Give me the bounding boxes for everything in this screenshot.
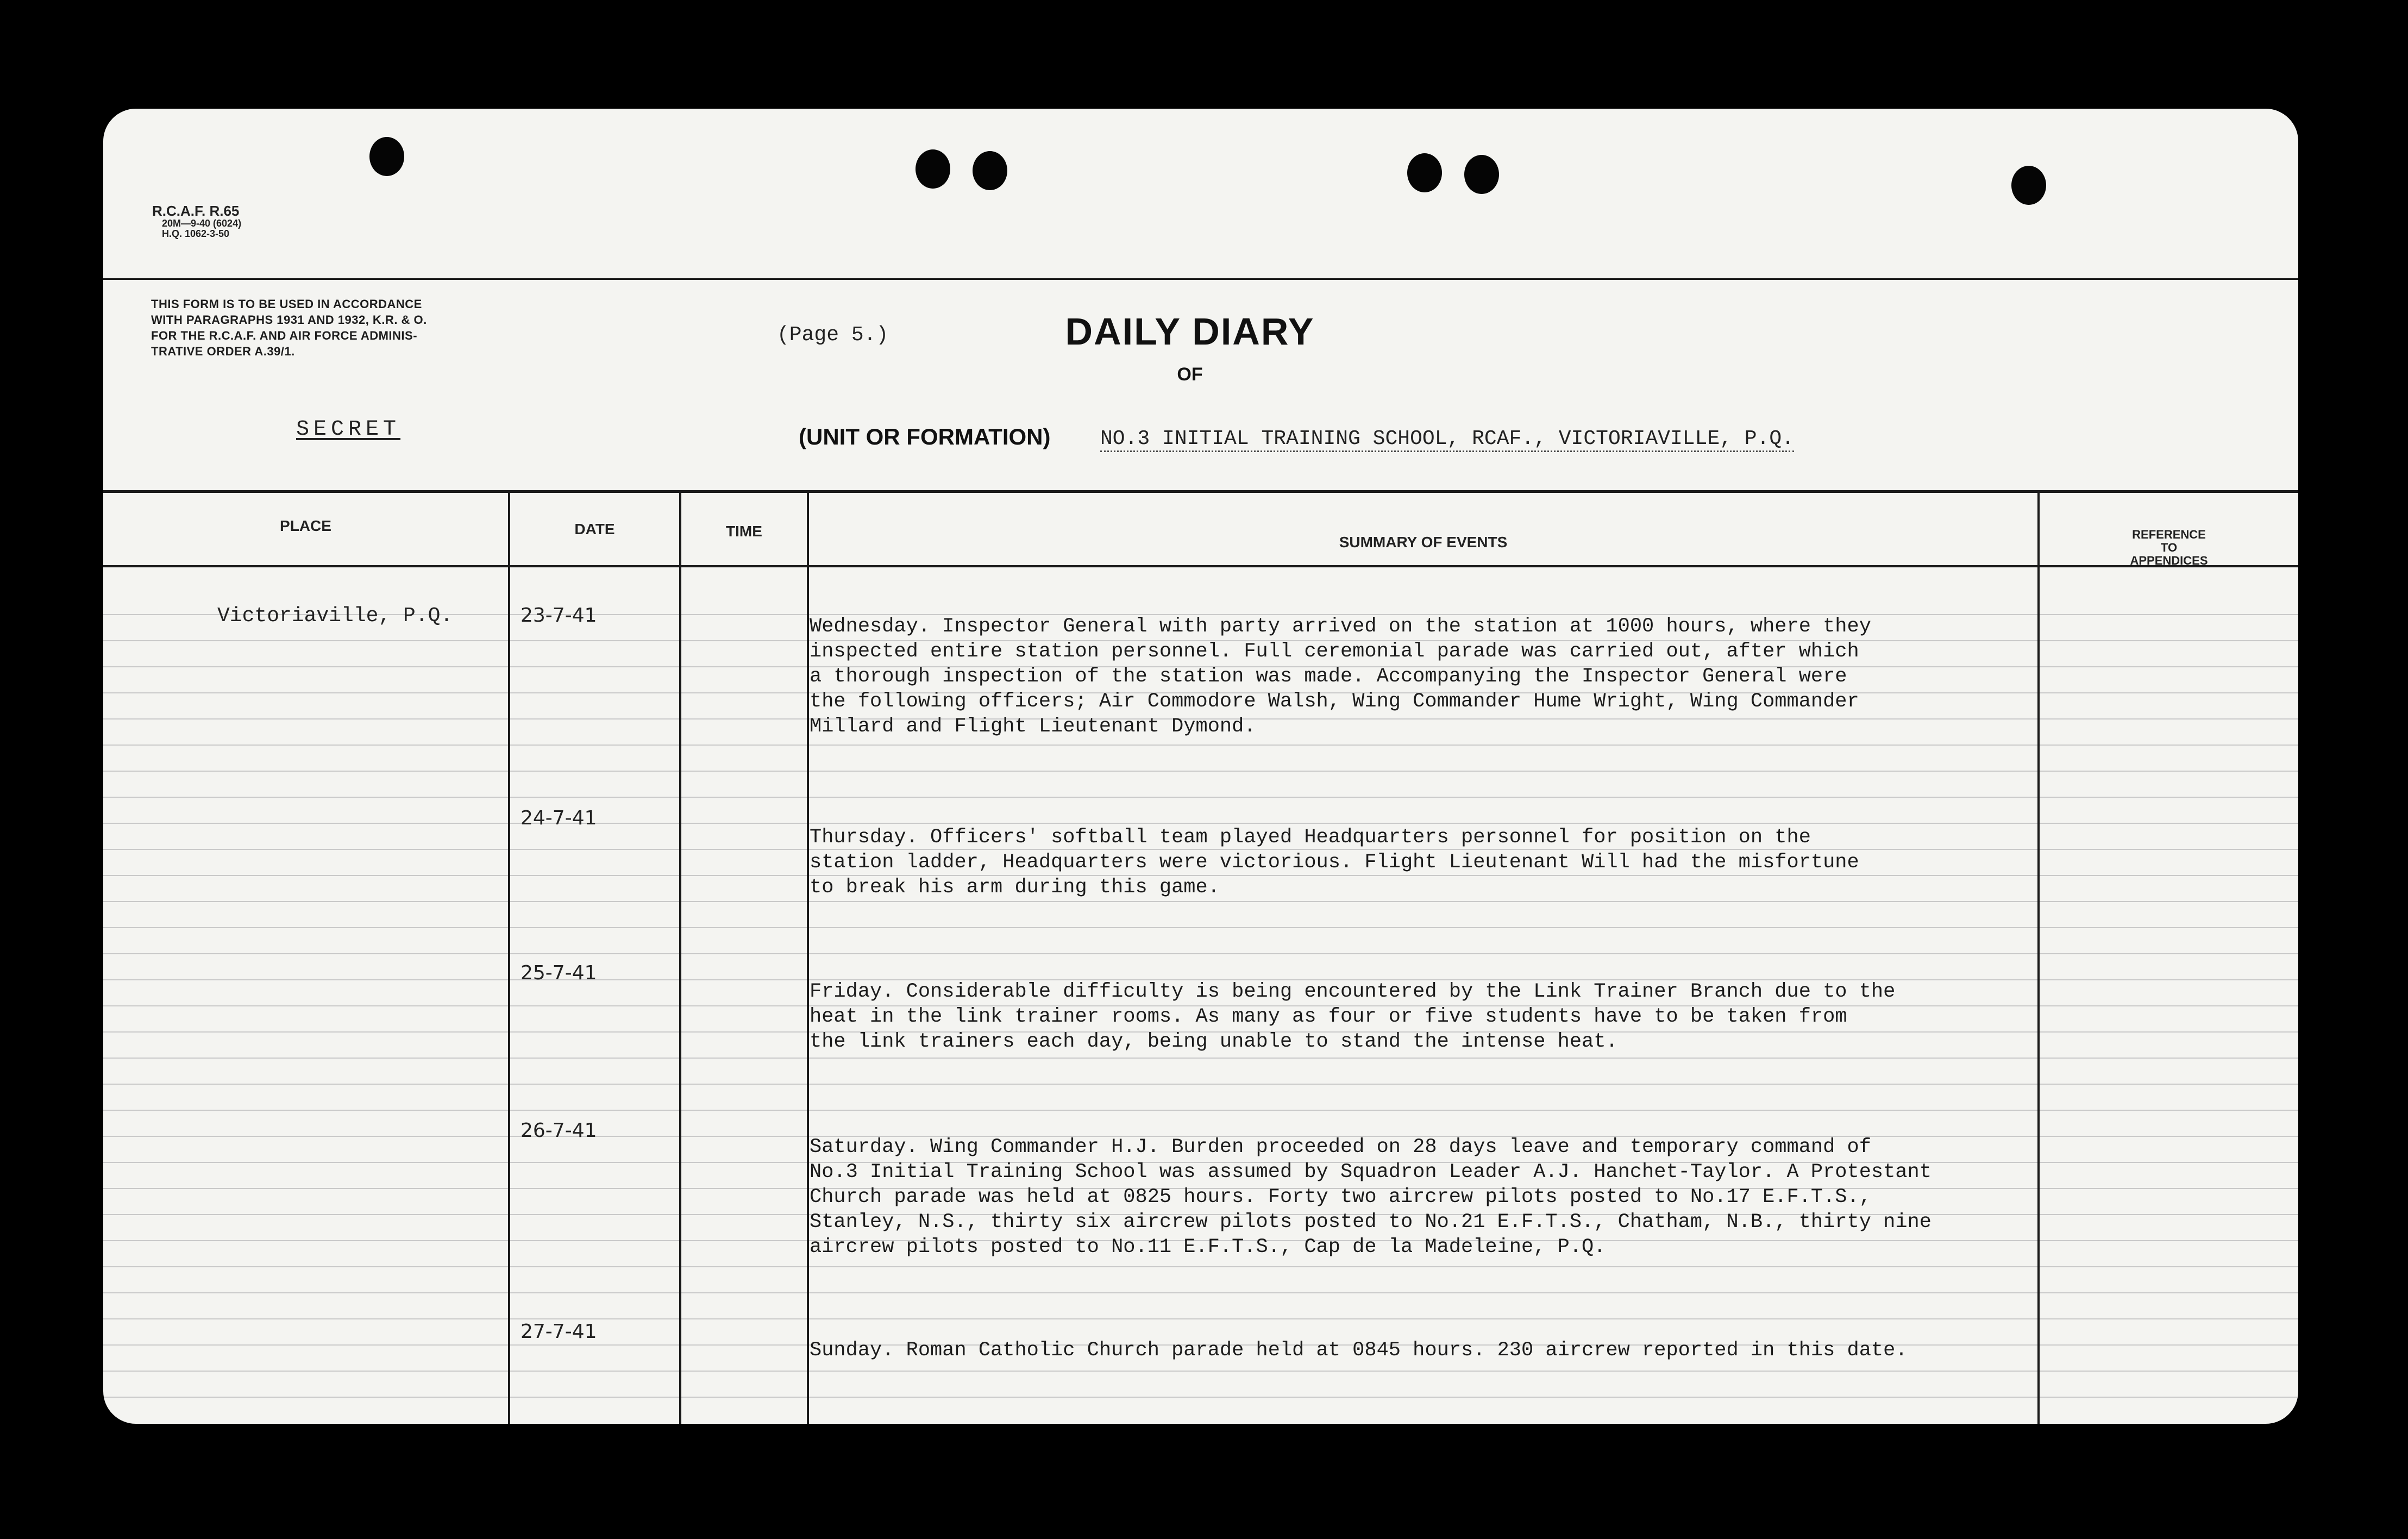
ruled-line [103, 1318, 2298, 1319]
form-code-line: H.Q. 1062-3-50 [162, 228, 230, 240]
summary-line: to break his arm during this game. [810, 876, 1220, 899]
summary-line: Wednesday. Inspector General with party arrived on the station at 1000 hours, where they [810, 615, 1871, 638]
place-value: Victoriaville, P.Q. [217, 604, 453, 628]
punch-hole [915, 149, 950, 189]
entry-date: 26-7-41 [521, 1119, 597, 1142]
summary-line: aircrew pilots posted to No.11 E.F.T.S., Cap de la Madeleine, P.Q. [810, 1236, 1606, 1259]
page-number: (Page 5.) [777, 323, 889, 347]
ruled-line [103, 745, 2298, 746]
column-header-reference [2040, 528, 2298, 568]
summary-line: the following officers; Air Commodore Walsh, Wing Commander Hume Wright, Wing Commander [810, 690, 1859, 713]
summary-line: station ladder, Headquarters were victorious. Flight Lieutenant Will had the misfortune [810, 851, 1859, 874]
form-code-line: 20M—9-40 (6024) [162, 218, 242, 229]
form-code-line: R.C.A.F. R.65 [152, 203, 240, 219]
column-header-time: TIME [726, 523, 762, 540]
entry-summary [810, 614, 1871, 739]
header-top-rule [103, 278, 2298, 280]
ruled-line [103, 823, 2298, 824]
entry-date: 24-7-41 [521, 807, 597, 829]
punch-hole [369, 137, 404, 176]
entry-date: 27-7-41 [521, 1321, 597, 1343]
reference-line: REFERENCE [2132, 528, 2206, 541]
form-instructions [151, 296, 564, 359]
reference-line: TO [2160, 541, 2178, 555]
punch-hole [1407, 153, 1442, 192]
summary-line: Sunday. Roman Catholic Church parade held at 0845 hours. 230 aircrew reported in this date. [810, 1339, 1908, 1362]
punch-hole [973, 151, 1007, 190]
summary-line: heat in the link trainer rooms. As many as four or five students have to be taken from [810, 1005, 1847, 1028]
unit-label: (UNIT OR FORMATION) [799, 424, 1051, 449]
summary-line: inspected entire station personnel. Full ceremonial parade was carried out, after which [810, 640, 1859, 663]
classification-label: SECRET [296, 417, 401, 442]
diary-form-card [103, 109, 2298, 1424]
column-header-place: PLACE [280, 517, 331, 534]
reference-line: APPENDICES [2130, 554, 2208, 568]
instruction-line: TRATIVE ORDER A.39/1. [151, 345, 295, 359]
punch-hole [2011, 166, 2046, 205]
page-title: DAILY DIARY [1065, 310, 1315, 353]
ruled-line [103, 1084, 2298, 1085]
summary-line: Thursday. Officers' softball team played Headquarters personnel for position on the [810, 826, 1811, 849]
ruled-line [103, 1266, 2298, 1267]
column-header-summary: SUMMARY OF EVENTS [1339, 534, 1508, 550]
entry-date: 23-7-41 [521, 604, 597, 627]
summary-line: Stanley, N.S., thirty six aircrew pilots posted to No.21 E.F.T.S., Chatham, N.B., thirty nine [810, 1211, 1932, 1234]
column-divider [508, 490, 510, 1424]
column-header-date: DATE [574, 521, 615, 537]
ruled-line [103, 797, 2298, 798]
entry-summary [810, 1135, 1932, 1260]
unit-value: NO.3 INITIAL TRAINING SCHOOL, RCAF., VICTORIAVILLE, P.Q. [1100, 427, 1794, 452]
instruction-line: FOR THE R.C.A.F. AND AIR FORCE ADMINIS- [151, 329, 418, 343]
summary-line: Millard and Flight Lieutenant Dymond. [810, 715, 1256, 738]
ruled-line [103, 1292, 2298, 1293]
instruction-line: THIS FORM IS TO BE USED IN ACCORDANCE [151, 297, 422, 311]
ruled-line [103, 771, 2298, 772]
title-of: OF [1177, 364, 1203, 385]
entry-date: 25-7-41 [521, 962, 597, 984]
ruled-line [103, 953, 2298, 954]
punch-hole [1464, 155, 1499, 194]
column-divider [2037, 490, 2040, 1424]
summary-line: Saturday. Wing Commander H.J. Burden proceeded on 28 days leave and temporary command of [810, 1136, 1871, 1159]
table-header-bottom-rule [103, 565, 2298, 567]
table-header-top-rule [103, 490, 2298, 493]
summary-line: Friday. Considerable difficulty is being encountered by the Link Trainer Branch due to the [810, 980, 1896, 1003]
ruled-line [103, 1397, 2298, 1398]
entry-summary [810, 825, 1859, 900]
ruled-line [103, 901, 2298, 902]
summary-line: No.3 Initial Training School was assumed by Squadron Leader A.J. Hanchet-Taylor. A Protestant [810, 1161, 1932, 1184]
ruled-line [103, 1371, 2298, 1372]
column-divider [807, 490, 809, 1424]
summary-line: Church parade was held at 0825 hours. Forty two aircrew pilots posted to No.17 E.F.T.S., [810, 1186, 1871, 1209]
ruled-line [103, 927, 2298, 928]
instruction-line: WITH PARAGRAPHS 1931 AND 1932, K.R. & O. [151, 313, 427, 327]
ruled-line [103, 1110, 2298, 1111]
entry-summary [810, 1338, 1908, 1363]
form-code [152, 204, 241, 239]
ruled-line [103, 1058, 2298, 1059]
summary-line: a thorough inspection of the station was made. Accompanying the Inspector General were [810, 665, 1847, 688]
entry-summary [810, 979, 1895, 1054]
column-divider [679, 490, 681, 1424]
summary-line: the link trainers each day, being unable to stand the intense heat. [810, 1030, 1618, 1053]
